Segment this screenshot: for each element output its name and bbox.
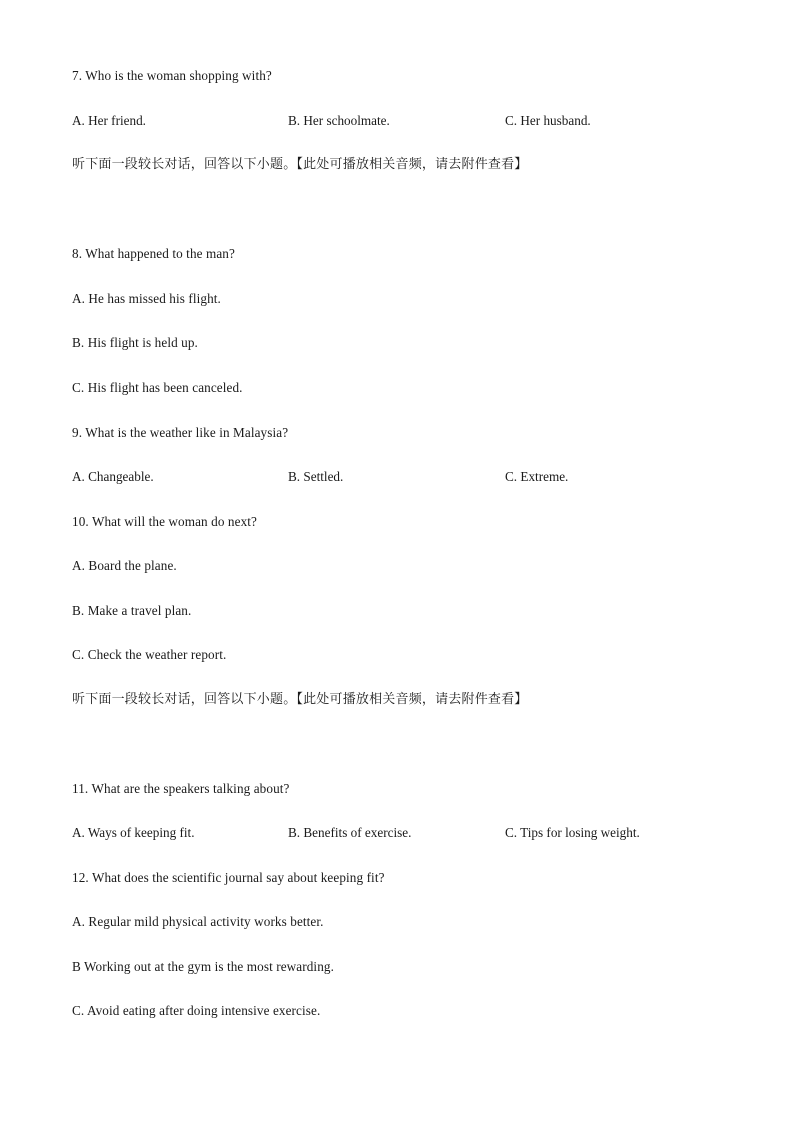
question-11-options (72, 824, 722, 842)
q12-option-c: C. Avoid eating after doing intensive exercise. (72, 1003, 321, 1018)
q9-option-a: A. Changeable. (72, 469, 154, 484)
q11-option-b: B. Benefits of exercise. (288, 825, 412, 840)
q7-option-a: A. Her friend. (72, 113, 146, 128)
question-7: 7. Who is the woman shopping with? (72, 68, 272, 83)
question-11: 11. What are the speakers talking about? (72, 781, 290, 796)
q8-option-c: C. His flight has been canceled. (72, 380, 243, 395)
q8-option-b: B. His flight is held up. (72, 335, 198, 350)
q12-option-a: A. Regular mild physical activity works better. (72, 914, 324, 929)
question-7-options (72, 112, 722, 130)
q10-option-a: A. Board the plane. (72, 558, 177, 573)
q12-option-b: B Working out at the gym is the most rewarding. (72, 959, 334, 974)
q11-option-c: C. Tips for losing weight. (505, 825, 640, 840)
q10-option-c: C. Check the weather report. (72, 647, 227, 662)
section-instruction-2: 听下面一段较长对话，回答以下小题。【此处可播放相关音频，请去附件查看】 (72, 692, 528, 707)
question-9: 9. What is the weather like in Malaysia? (72, 425, 289, 440)
question-9-options (72, 468, 722, 486)
q7-option-c: C. Her husband. (505, 113, 591, 128)
q9-option-b: B. Settled. (288, 469, 344, 484)
q9-option-c: C. Extreme. (505, 469, 569, 484)
question-8: 8. What happened to the man? (72, 246, 235, 261)
question-12: 12. What does the scientific journal say about keeping fit? (72, 870, 385, 885)
section-instruction-1: 听下面一段较长对话，回答以下小题。【此处可播放相关音频，请去附件查看】 (72, 157, 528, 172)
q7-option-b: B. Her schoolmate. (288, 113, 390, 128)
q8-option-a: A. He has missed his flight. (72, 291, 221, 306)
q10-option-b: B. Make a travel plan. (72, 603, 192, 618)
q11-option-a: A. Ways of keeping fit. (72, 825, 195, 840)
question-10: 10. What will the woman do next? (72, 514, 257, 529)
